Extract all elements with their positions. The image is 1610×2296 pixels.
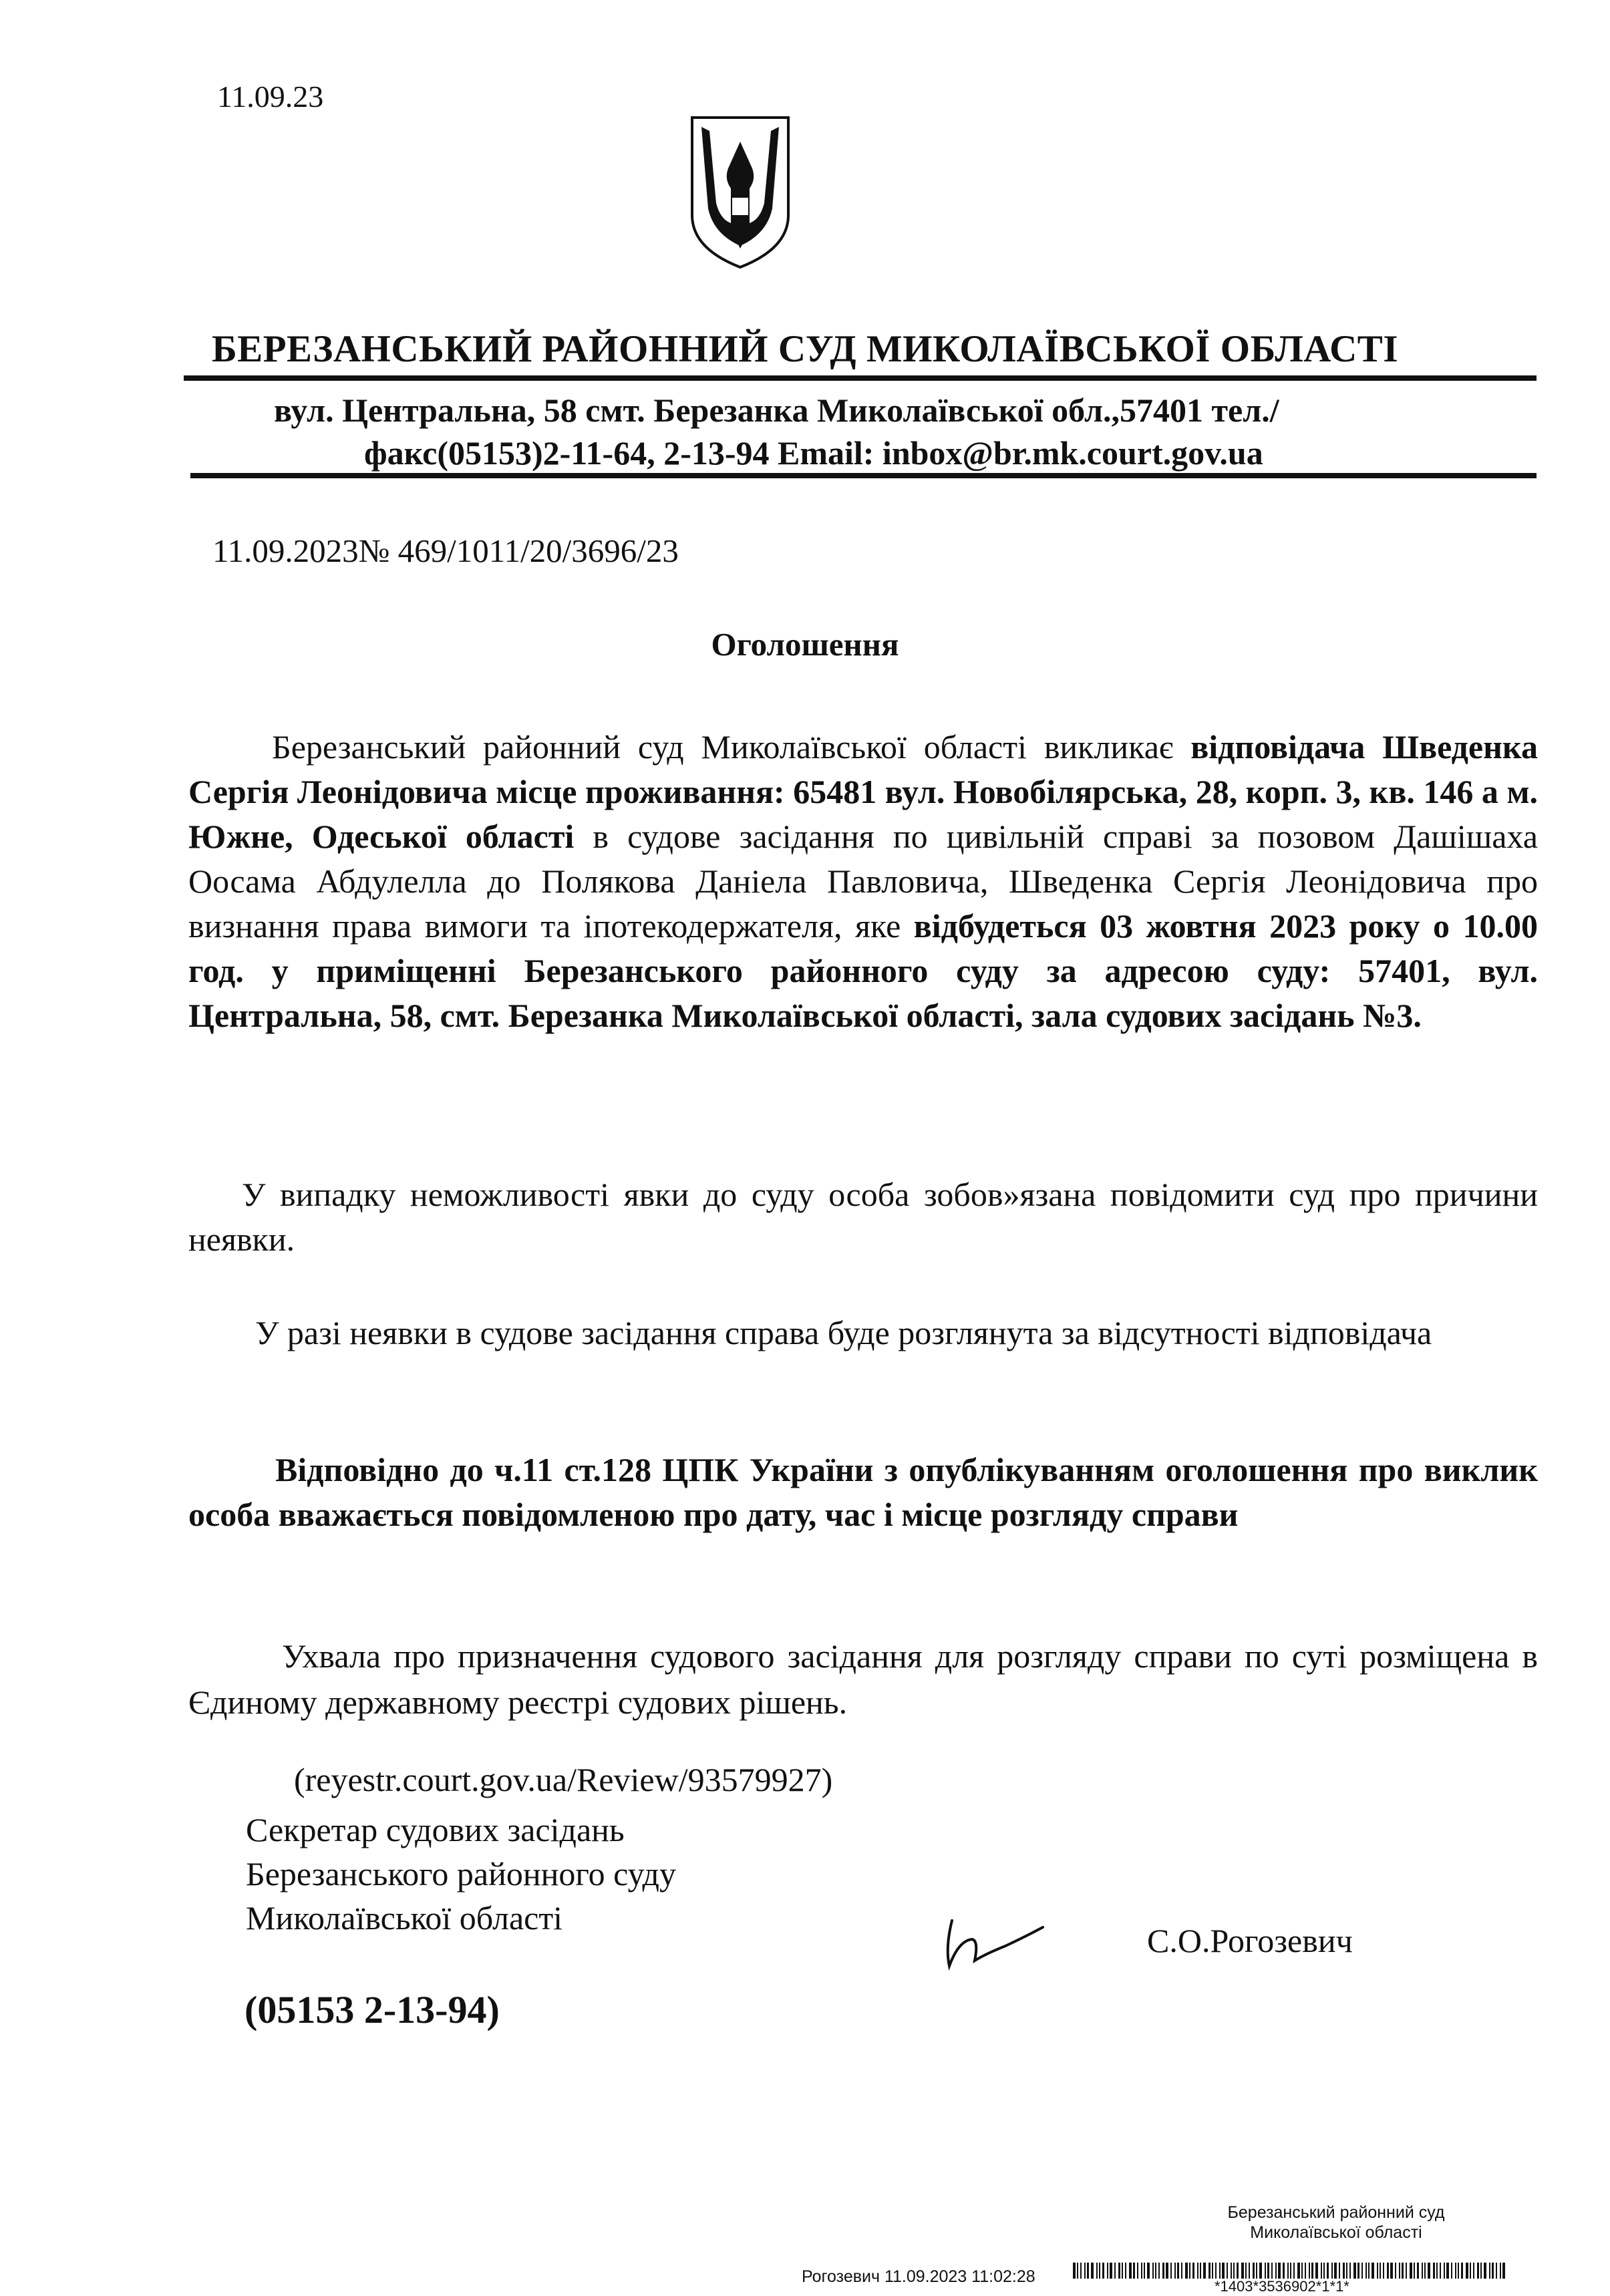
barcode-bar (1489, 2263, 1490, 2279)
barcode-bar (1222, 2263, 1225, 2279)
handwritten-signature (925, 1907, 1059, 1974)
barcode-bar (1424, 2263, 1426, 2279)
barcode-bar (1249, 2263, 1250, 2279)
barcode-bar (1287, 2263, 1289, 2279)
barcode-bar (1241, 2263, 1244, 2279)
barcode-bar (1327, 2263, 1329, 2279)
barcode-bar (1353, 2263, 1356, 2279)
summons-hearing: відбудеться 03 жовтня 2023 року о 10.00 год. у приміщенні Березанського районного суду за адресою суду: 57401, вул. Центральна, 58, смт. Березанка Миколаївської області, зала судових засідань №3. (188, 907, 1538, 1034)
barcode-bar (1428, 2263, 1430, 2279)
paragraph-default-hearing: У разі неявки в судове засідання справа буде розглянута за відсутності відповідача (255, 1314, 1432, 1351)
barcode-bar (1346, 2263, 1347, 2279)
barcode-bar (1197, 2263, 1198, 2279)
barcode-bar (1380, 2263, 1381, 2279)
barcode-bar (1455, 2263, 1456, 2279)
barcode-bar (1245, 2263, 1247, 2279)
court-name: БЕРЕЗАНСЬКИЙ РАЙОННИЙ СУД МИКОЛАЇВСЬКОЇ ОБЛАСТІ (212, 328, 1398, 370)
barcode-bar (1305, 2263, 1306, 2279)
barcode-bar (1147, 2263, 1150, 2279)
barcode-bar (1122, 2263, 1123, 2279)
barcode-bar (1496, 2263, 1497, 2279)
barcode-bar (1177, 2263, 1179, 2279)
paragraph-ruling-reference: Ухвала про призначення судового засідання для розгляду справи по суті розміщена в Єдиному державному реєстрі судових рішень. (188, 1637, 1538, 1721)
barcode-bar (1410, 2263, 1412, 2279)
barcode-bar (1203, 2263, 1206, 2279)
barcode-bar (1422, 2263, 1423, 2279)
barcode-bar (1219, 2263, 1221, 2279)
barcode-bar (1189, 2263, 1190, 2279)
header-divider-top (184, 375, 1537, 381)
court-address-line-2: факс(05153)2-11-64, 2-13-94 Email: inbox@br.mk.court.gov.ua (364, 434, 1263, 472)
barcode-bar (1461, 2263, 1463, 2279)
document-heading: Оголошення (711, 626, 899, 663)
paragraph-summons (188, 725, 1538, 1038)
barcode-bar (1293, 2263, 1295, 2279)
barcode-bar (1141, 2263, 1142, 2279)
barcode-bar (1361, 2263, 1363, 2279)
barcode-bar (1372, 2263, 1374, 2279)
barcode-bar (1297, 2263, 1300, 2279)
barcode-bar (1212, 2263, 1213, 2279)
signer-role-line-3: Миколаївської області (246, 1899, 563, 1937)
barcode-bar (1377, 2263, 1378, 2279)
barcode-bar (1091, 2263, 1094, 2279)
stamp-court-line-2: Миколаївської області (1250, 2223, 1422, 2242)
barcode-bar (1215, 2263, 1217, 2279)
barcode-bar (1200, 2263, 1201, 2279)
barcode-bar (1181, 2263, 1182, 2279)
barcode-bar (1402, 2263, 1404, 2279)
barcode-bar (1265, 2263, 1266, 2279)
barcode-bar (1231, 2263, 1232, 2279)
summons-case: в судове засідання по цивільній справі за позовом Дашішаха Оосама Абдулелла до Полякова Даніела Павловича, Шведенка Сергія Леонідовича про визнання права вимоги та іпотекодержателя, яке (188, 818, 1538, 945)
barcode-bar (1458, 2263, 1459, 2279)
barcode-bar (1152, 2263, 1154, 2279)
barcode-bar (1290, 2263, 1291, 2279)
court-address-line-1: вул. Центральна, 58 смт. Березанка Миколаївської обл.,57401 тел./ (274, 391, 1279, 429)
signer-name: С.О.Рогозевич (1147, 1922, 1353, 1959)
barcode-bar (1406, 2263, 1407, 2279)
barcode-bar (1309, 2263, 1310, 2279)
barcode-bar (1087, 2263, 1089, 2279)
summons-intro: Березанський районний суд Миколаївської області викликає (272, 728, 1191, 766)
barcode-bar (1253, 2263, 1255, 2279)
signer-role (246, 1808, 676, 1940)
barcode-bar (1133, 2263, 1135, 2279)
barcode-bar (1275, 2263, 1277, 2279)
barcode-bar (1414, 2263, 1415, 2279)
barcode-bar (1267, 2263, 1269, 2279)
barcode-bar (1114, 2263, 1116, 2279)
barcode-bar (1170, 2263, 1172, 2279)
barcode-bar (1185, 2263, 1188, 2279)
registry-link[interactable]: (reyestr.court.gov.ua/Review/93579927) (294, 1761, 833, 1798)
barcode-bar (1144, 2263, 1145, 2279)
barcode-bar (1433, 2263, 1435, 2279)
barcode-bar (1174, 2263, 1176, 2279)
barcode-bar (1096, 2263, 1098, 2279)
barcode-bar (1368, 2263, 1370, 2279)
barcode-bar (1470, 2263, 1471, 2279)
barcode-bar (1440, 2263, 1441, 2279)
barcode-bar (1099, 2263, 1100, 2279)
barcode-bar (1387, 2263, 1389, 2279)
barcode-bar (1339, 2263, 1340, 2279)
barcode-bar (1480, 2263, 1482, 2279)
barcode-bar (1233, 2263, 1235, 2279)
barcode-bar (1110, 2263, 1112, 2279)
signer-role-line-2: Березанського районного суду (246, 1855, 676, 1893)
barcode-bar (1383, 2263, 1384, 2279)
signer-role-line-1: Секретар судових засідань (246, 1811, 625, 1848)
barcode-bar (1209, 2263, 1211, 2279)
barcode-bar (1271, 2263, 1273, 2279)
barcode-bar (1155, 2263, 1156, 2279)
barcode-bar (1357, 2263, 1359, 2279)
stamp-date: 11.09.23 (217, 79, 324, 114)
barcode-bar (1444, 2263, 1445, 2279)
barcode-bar (1436, 2263, 1438, 2279)
barcode-bar (1484, 2263, 1486, 2279)
barcode-bar (1125, 2263, 1126, 2279)
barcode-bar (1107, 2263, 1108, 2279)
contact-phone: (05153 2-13-94) (245, 1988, 500, 2031)
tryzub-coat-of-arms-icon (688, 115, 792, 270)
barcode-bar (1315, 2263, 1318, 2279)
barcode-bar (1334, 2263, 1337, 2279)
barcode-bar (1343, 2263, 1345, 2279)
barcode-bar (1321, 2263, 1322, 2279)
barcode-bar (1283, 2263, 1285, 2279)
barcode-bar (1390, 2263, 1393, 2279)
barcode-bar (1077, 2263, 1078, 2279)
barcode-bar (1137, 2263, 1138, 2279)
barcode-bar (1399, 2263, 1400, 2279)
paragraph-legal-basis: Відповідно до ч.11 ст.128 ЦПК України з опублікуванням оголошення про виклик особа вважається повідомленою про дату, час і місце розгляду справи (188, 1451, 1538, 1533)
barcode-bar (1278, 2263, 1281, 2279)
barcode-bar (1259, 2263, 1262, 2279)
barcode-bar (1237, 2263, 1239, 2279)
barcode-bar (1466, 2263, 1468, 2279)
electronic-stamp-court (1042, 2202, 1610, 2243)
paragraph-absence-notice: У випадку неможливості явки до суду особа зобов»язана повідомити суд про причини неявки. (188, 1176, 1538, 1258)
barcode-bar (1365, 2263, 1367, 2279)
barcode-number: *1403*3536902*1*1* (1215, 2278, 1349, 2295)
barcode-bar (1492, 2263, 1494, 2279)
barcode-bar (1500, 2263, 1501, 2279)
barcode-bar (1446, 2263, 1449, 2279)
barcode-bar (1158, 2263, 1160, 2279)
barcode-bar (1311, 2263, 1313, 2279)
outgoing-number: 11.09.2023№ 469/1011/20/3696/23 (212, 532, 679, 569)
header-divider-bottom (190, 473, 1537, 478)
stamp-user-datetime: Рогозевич 11.09.2023 11:02:28 (802, 2267, 1035, 2286)
barcode-bar (1192, 2263, 1194, 2279)
barcode-bar (1102, 2263, 1104, 2279)
barcode-bar (1227, 2263, 1228, 2279)
summons-defendant: відповідача Шведенка Сергія Леонідовича місце проживання: 65481 вул. Новобілярська, 28, корп. 3, кв. 146 а м. Южне, Одеської області (188, 728, 1538, 855)
barcode-bar (1451, 2263, 1452, 2279)
barcode-bar (1118, 2263, 1120, 2279)
barcode-bar (1166, 2263, 1168, 2279)
barcode-bar (1301, 2263, 1303, 2279)
barcode-bar (1129, 2263, 1132, 2279)
barcode-bar (1162, 2263, 1164, 2279)
barcode-bar (1256, 2263, 1257, 2279)
barcode-bar (1323, 2263, 1325, 2279)
barcode-bar (1473, 2263, 1474, 2279)
barcode-bar (1395, 2263, 1396, 2279)
barcode-bar (1080, 2263, 1082, 2279)
barcode-bar (1477, 2263, 1479, 2279)
barcode-bar (1073, 2263, 1076, 2279)
barcode-bar (1417, 2263, 1419, 2279)
barcode-bar (1502, 2263, 1505, 2279)
barcode-bar (1084, 2263, 1086, 2279)
barcode-bar (1349, 2263, 1351, 2279)
barcode-bar (1331, 2263, 1333, 2279)
stamp-court-line-1: Березанський районний суд (1227, 2203, 1445, 2222)
